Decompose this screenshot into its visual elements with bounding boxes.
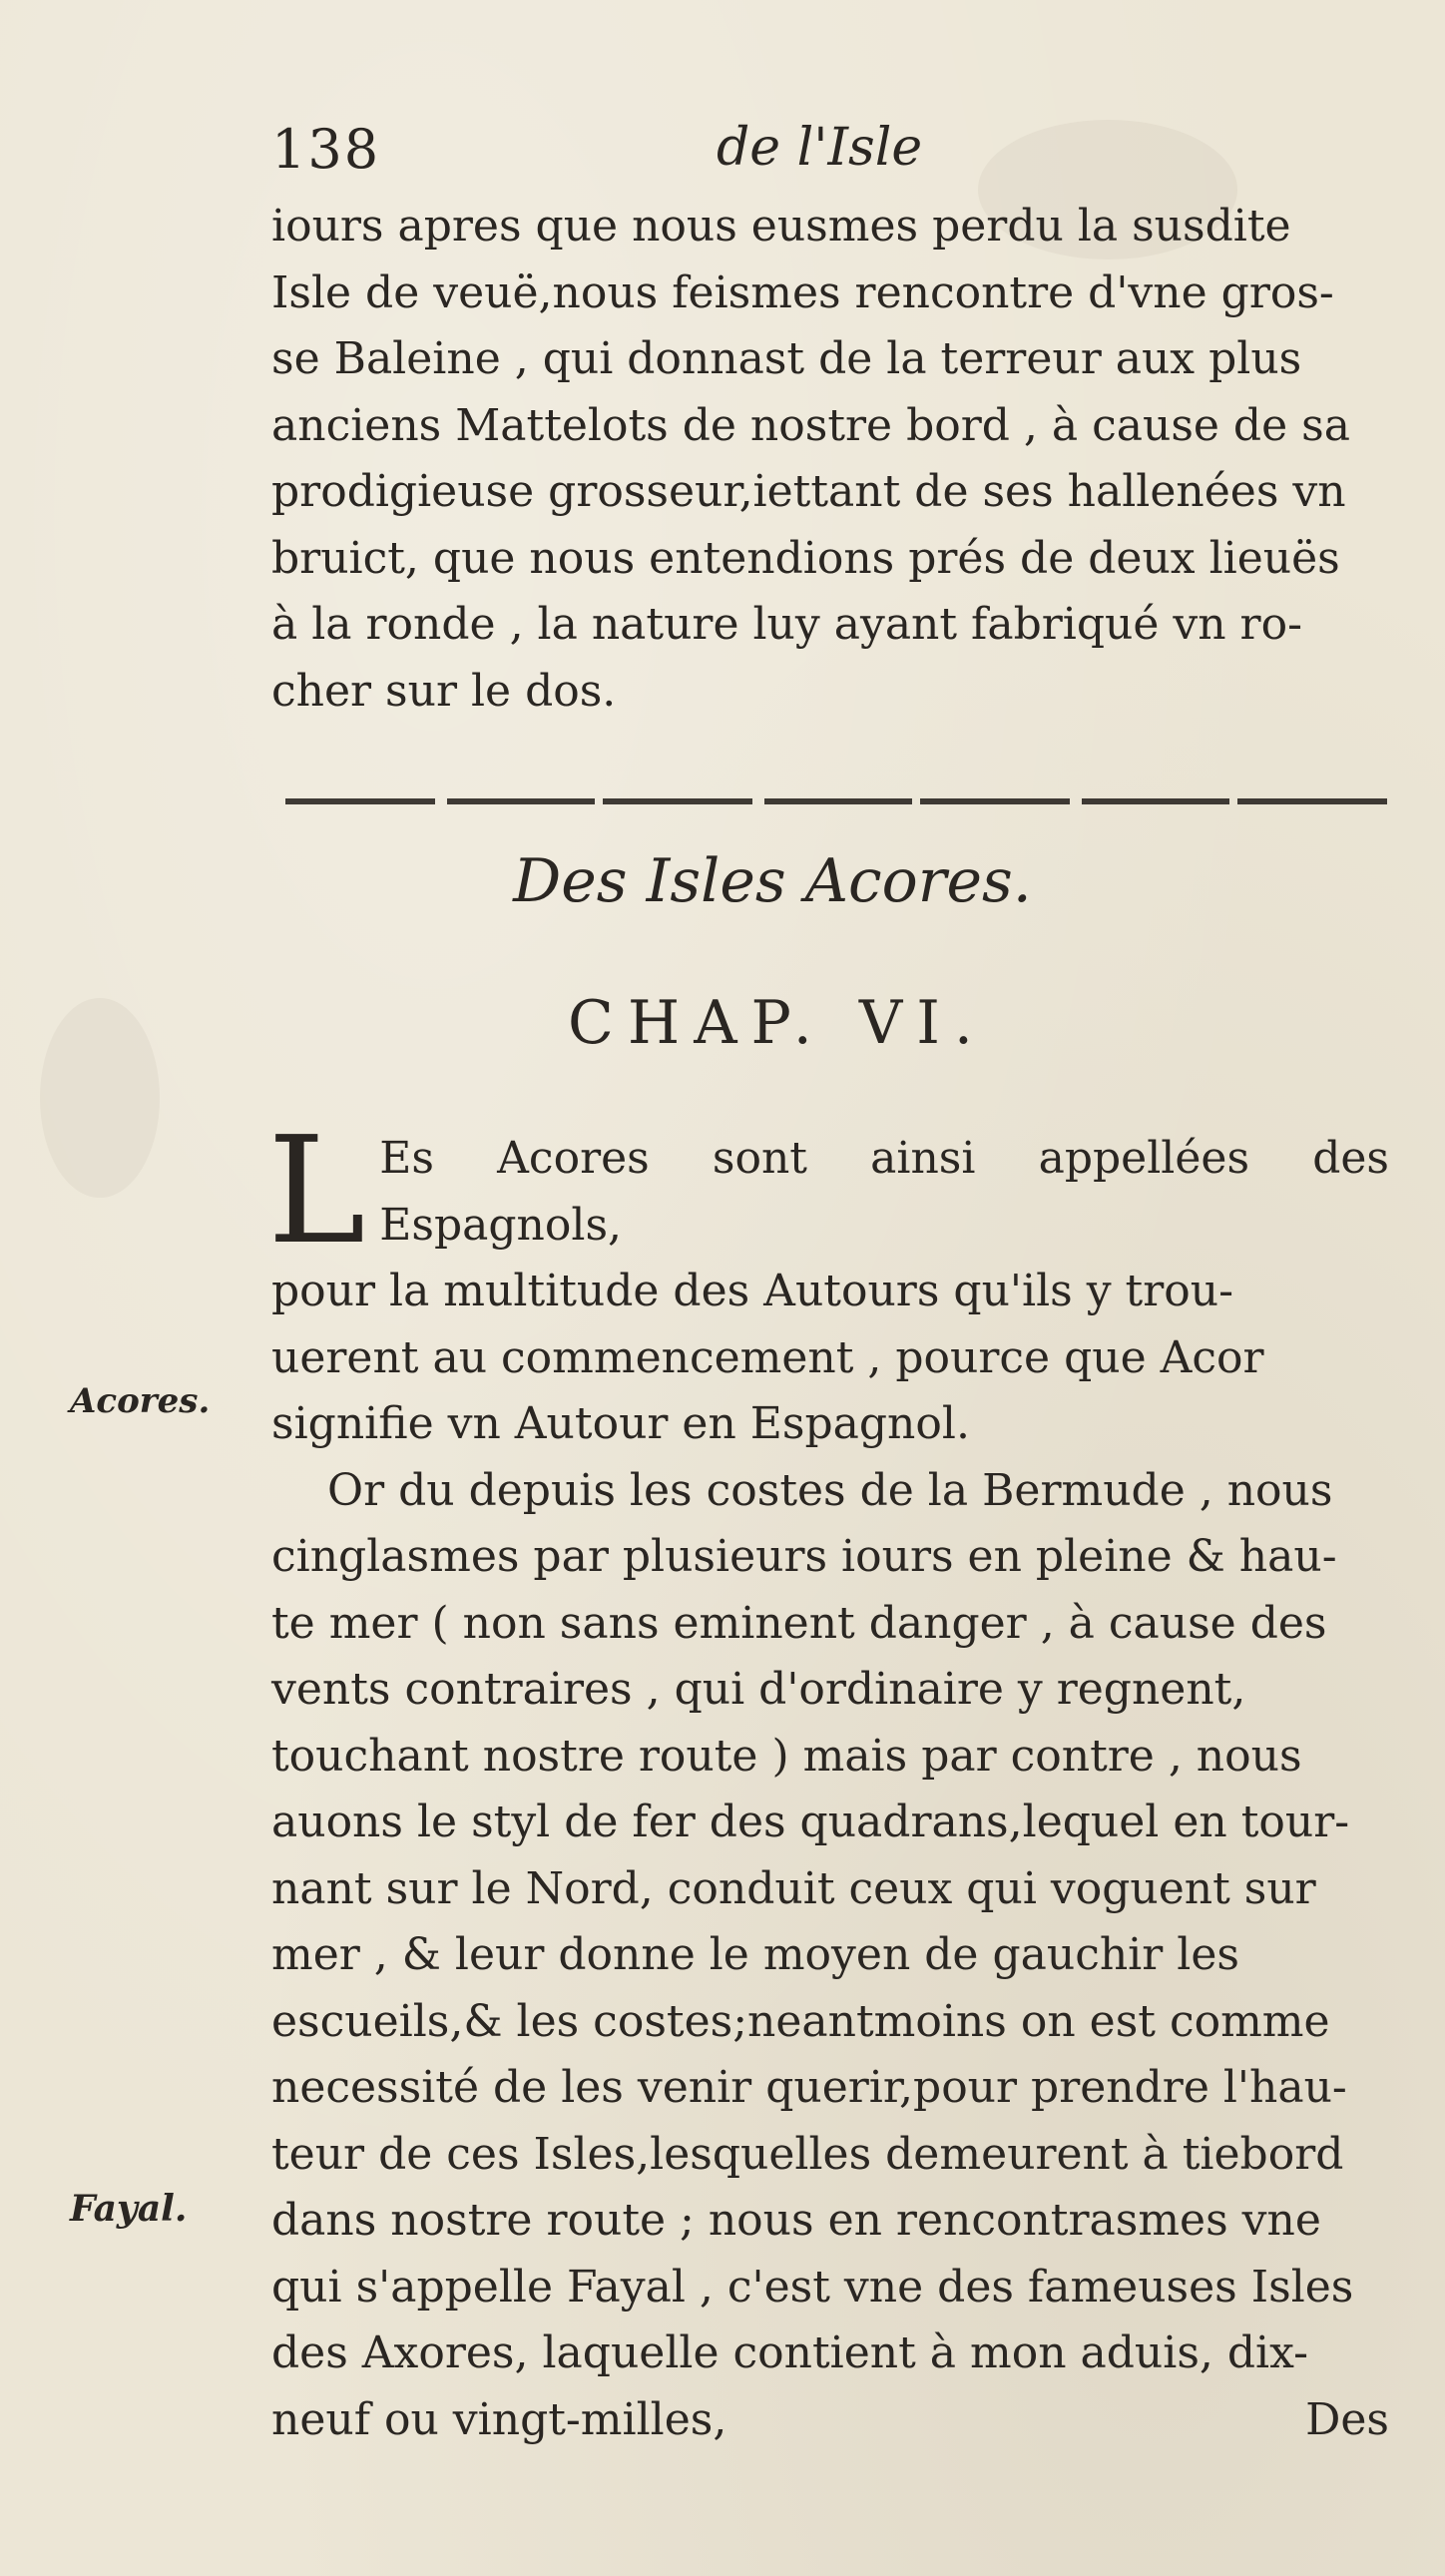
text-line: signifie vn Autour en Espagnol.	[271, 1398, 970, 1449]
text-line: teur de ces Isles,lesquelles demeurent à tiebord	[271, 2128, 1344, 2180]
text-line: necessité de les venir querir,pour prendre l'hau-	[271, 2062, 1347, 2113]
text-line: pour la multitude des Autours qu'ils y trou-	[271, 1266, 1233, 1316]
text-line: nant sur le Nord, conduit ceux qui voguent sur	[271, 1862, 1316, 1914]
section-divider-rule	[285, 798, 1387, 804]
margin-note-acores: Acores.	[70, 1381, 211, 1421]
text-line: qui s'appelle Fayal , c'est vne des fameuses Isles	[271, 2261, 1354, 2313]
text-line: touchant nostre route ) mais par contre , nous	[271, 1730, 1302, 1782]
text-line: auons le styl de fer des quadrans,lequel en tour-	[271, 1797, 1350, 1847]
running-head: de l'Isle	[717, 118, 923, 178]
top-paragraph	[271, 194, 1389, 725]
text-line: se Baleine , qui donnast de la terreur aux plus	[271, 333, 1302, 384]
text-line: anciens Mattelots de nostre bord , à cause de sa	[271, 399, 1350, 451]
chapter-heading: CHAP. VI.	[567, 988, 988, 1058]
text-line: Es Acores sont ainsi appellées des Espagnols,	[379, 1133, 1389, 1251]
text-line-last	[271, 2387, 1389, 2454]
margin-note-fayal: Fayal.	[70, 2188, 188, 2230]
catchword: Des	[1305, 2393, 1389, 2445]
text-line: mer , & leur donne le moyen de gauchir les	[271, 1929, 1239, 1980]
text-line: escueils,& les costes;neantmoins on est comme	[271, 1995, 1330, 2047]
drop-cap: L	[267, 1105, 366, 1277]
text-line: uerent au commencement , pource que Acor	[271, 1331, 1264, 1383]
text-line: cinglasmes par plusieurs iours en pleine & hau-	[271, 1531, 1337, 1582]
section-title: Des Isles Acores.	[513, 846, 1032, 916]
text-line: dans nostre route ; nous en rencontrasmes vne	[271, 2195, 1321, 2246]
text-line: iours apres que nous eusmes perdu la susdite	[271, 201, 1291, 252]
text-line: neuf ou vingt-milles,	[271, 2393, 727, 2445]
text-line: cher sur le dos.	[271, 665, 617, 717]
text-line: vents contraires , qui d'ordinaire y regnent,	[271, 1664, 1246, 1715]
page-header	[271, 118, 1389, 198]
page-number: 138	[271, 118, 381, 181]
text-line: à la ronde , la nature luy ayant fabriqué vn ro-	[271, 599, 1302, 650]
text-line: Isle de veuë,nous feismes rencontre d'vne gros-	[271, 266, 1334, 318]
text-line: des Axores, laquelle contient à mon aduis, dix-	[271, 2327, 1309, 2378]
text-line: Or du depuis les costes de la Bermude , nous	[327, 1464, 1333, 1516]
text-line: bruict, que nous entendions prés de deux lieuës	[271, 532, 1340, 584]
text-line: te mer ( non sans eminent danger , à cause des	[271, 1597, 1327, 1649]
text-line: prodigieuse grosseur,iettant de ses hallenées vn	[271, 466, 1346, 517]
chapter-paragraph	[267, 1105, 1389, 2453]
